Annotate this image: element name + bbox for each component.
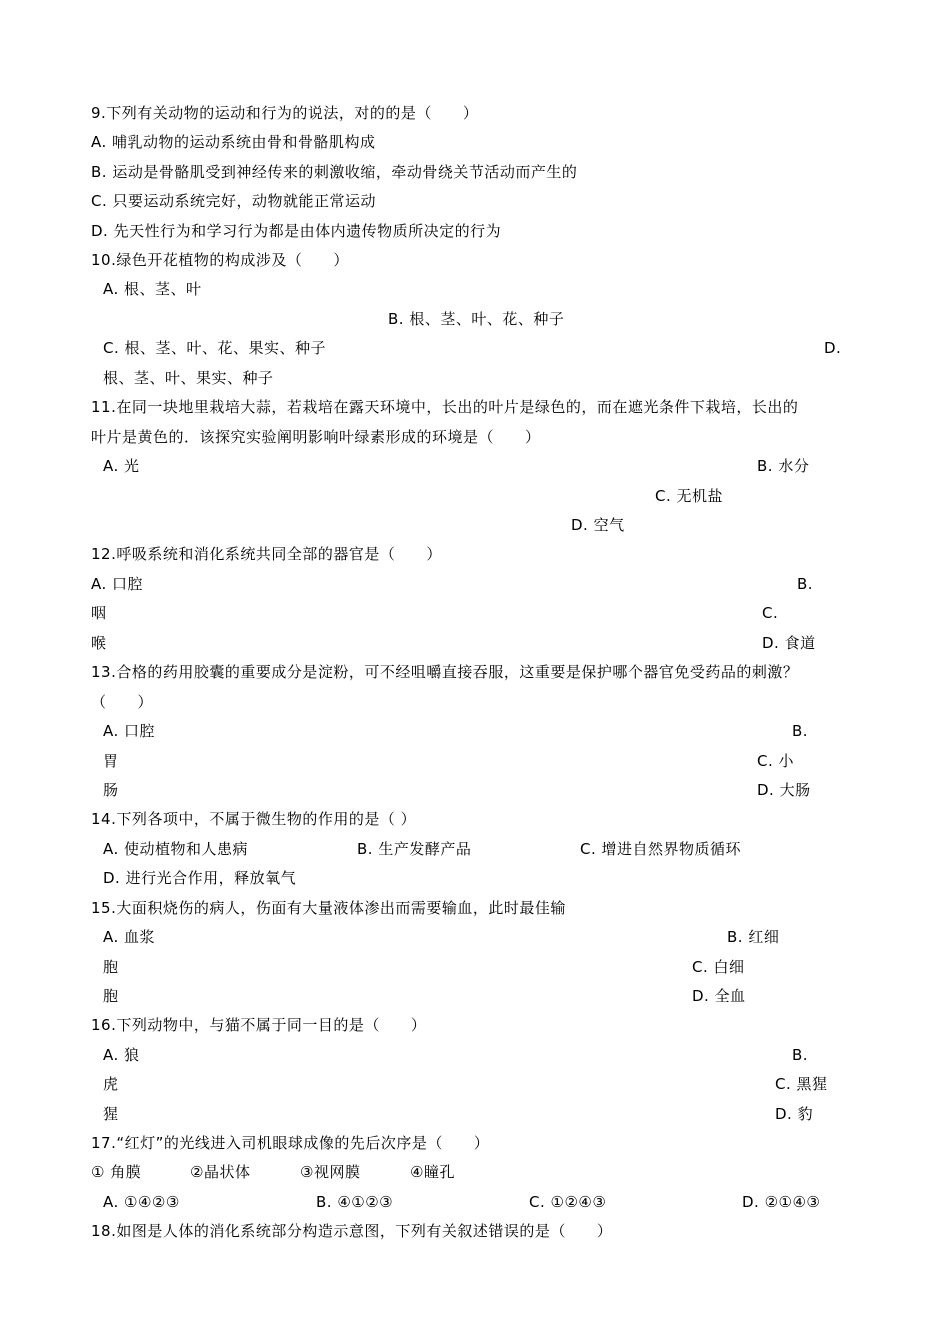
q9-option-a: A. 哺乳动物的运动系统由骨和骨骼肌构成 xyxy=(91,133,376,151)
q17-item-4: ④瞳孔 xyxy=(410,1163,455,1181)
q18-stem: 18.如图是人体的消化系统部分构造示意图，下列有关叙述错误的是（ ） xyxy=(91,1222,613,1240)
q12-option-b-text: 咽 xyxy=(91,604,107,622)
q12-option-b-label: B. xyxy=(797,575,814,593)
q15-option-a: A. 血浆 xyxy=(103,928,156,946)
q11-stem-line1: 11.在同一块地里栽培大蒜，若栽培在露天环境中，长出的叶片是绿色的，而在遮光条件下栽培，长出的 xyxy=(91,398,799,416)
q13-option-a: A. 口腔 xyxy=(103,722,156,740)
q12-option-a: A. 口腔 xyxy=(91,575,144,593)
q16-option-b-text: 虎 xyxy=(103,1075,119,1093)
q17-stem: 17.“红灯”的光线进入司机眼球成像的先后次序是（ ） xyxy=(91,1134,490,1152)
q13-option-b-text: 胃 xyxy=(103,752,119,770)
q14-option-d: D. 进行光合作用，释放氧气 xyxy=(103,869,297,887)
q9-stem: 9.下列有关动物的运动和行为的说法，对的的是（ ） xyxy=(91,104,479,122)
q12-option-d: D. 食道 xyxy=(762,634,816,652)
q10-option-c: C. 根、茎、叶、花、果实、种子 xyxy=(103,339,327,357)
q11-stem-line2: 叶片是黄色的．该探究实验阐明影响叶绿素形成的环境是（ ） xyxy=(91,428,541,446)
q16-stem: 16.下列动物中，与猫不属于同一目的是（ ） xyxy=(91,1016,427,1034)
q15-option-b-text: 胞 xyxy=(103,958,119,976)
q16-option-b-label: B. xyxy=(792,1046,809,1064)
q17-option-d: D. ②①④③ xyxy=(742,1193,821,1211)
q14-option-a: A. 使动植物和人患病 xyxy=(103,840,249,858)
q11-option-a: A. 光 xyxy=(103,457,140,475)
q13-stem-line1: 13.合格的药用胶囊的重要成分是淀粉，可不经咀嚼直接吞服，这重要是保护哪个器官免受药品的刺激？ xyxy=(91,663,799,681)
q17-item-2: ②晶状体 xyxy=(190,1163,251,1181)
q14-stem: 14.下列各项中，不属于微生物的作用的是（ ） xyxy=(91,810,417,828)
q16-option-d: D. 豹 xyxy=(775,1105,814,1123)
q17-option-b: B. ④①②③ xyxy=(316,1193,394,1211)
q13-option-c-label: C. 小 xyxy=(757,752,795,770)
q17-option-c: C. ①②④③ xyxy=(529,1193,607,1211)
q17-item-3: ③视网膜 xyxy=(300,1163,361,1181)
q17-item-1: ① 角膜 xyxy=(91,1163,142,1181)
q9-option-c: C. 只要运动系统完好，动物就能正常运动 xyxy=(91,192,377,210)
q10-option-d-text: 根、茎、叶、果实、种子 xyxy=(103,369,274,387)
q15-option-d: D. 全血 xyxy=(692,987,746,1005)
q15-stem: 15.大面积烧伤的病人，伤面有大量液体渗出而需要输血，此时最佳输 xyxy=(91,899,566,917)
q12-stem: 12.呼吸系统和消化系统共同全部的器官是（ ） xyxy=(91,545,442,563)
q14-option-b: B. 生产发酵产品 xyxy=(357,840,472,858)
q10-option-b: B. 根、茎、叶、花、种子 xyxy=(388,310,565,328)
q13-option-b-label: B. xyxy=(792,722,809,740)
q12-option-c-text: 喉 xyxy=(91,634,107,652)
q14-option-c: C. 增进自然界物质循环 xyxy=(580,840,742,858)
q15-option-c-text: 胞 xyxy=(103,987,119,1005)
q11-option-c: C. 无机盐 xyxy=(655,487,724,505)
q11-option-b: B. 水分 xyxy=(757,457,810,475)
q13-option-c-text: 肠 xyxy=(103,781,119,799)
q10-option-d-label: D. xyxy=(824,339,842,357)
q9-option-d: D. 先天性行为和学习行为都是由体内遗传物质所决定的行为 xyxy=(91,222,502,240)
q10-stem: 10.绿色开花植物的构成涉及（ ） xyxy=(91,251,349,269)
q13-option-d: D. 大肠 xyxy=(757,781,811,799)
q9-option-b: B. 运动是骨骼肌受到神经传来的刺激收缩，牵动骨绕关节活动而产生的 xyxy=(91,163,578,181)
q11-option-d: D. 空气 xyxy=(571,516,625,534)
q15-option-c-label: C. 白细 xyxy=(692,958,745,976)
q10-option-a: A. 根、茎、叶 xyxy=(103,280,202,298)
q16-option-a: A. 狼 xyxy=(103,1046,140,1064)
q16-option-c-label: C. 黑猩 xyxy=(775,1075,828,1093)
q16-option-c-text: 猩 xyxy=(103,1105,119,1123)
q15-option-b-label: B. 红细 xyxy=(727,928,780,946)
q13-stem-line2: （ ） xyxy=(91,693,154,711)
q12-option-c-label: C. xyxy=(762,604,779,622)
q17-option-a: A. ①④②③ xyxy=(103,1193,180,1211)
